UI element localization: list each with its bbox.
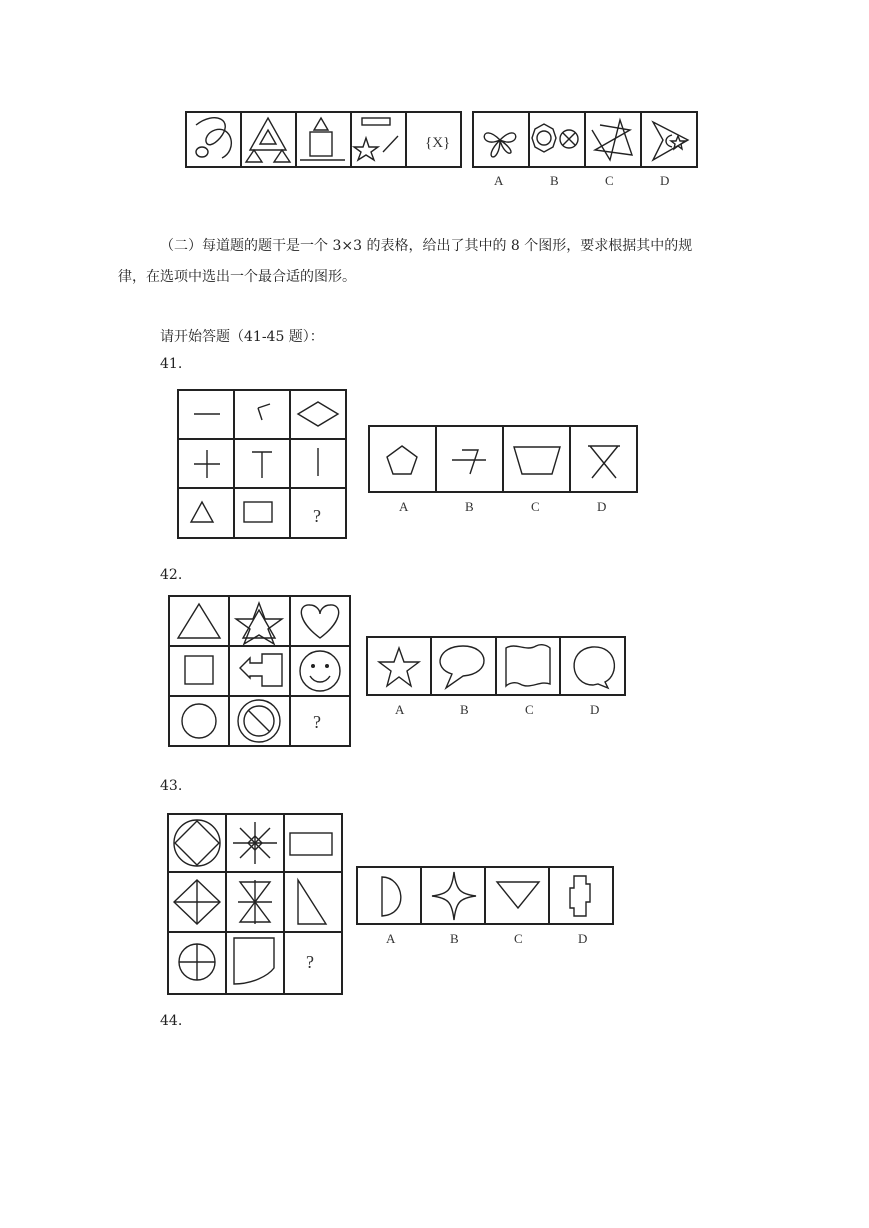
- q41-option-label-a: A: [399, 499, 409, 514]
- q42-option-label-a: A: [395, 702, 405, 717]
- q41-option-label-d: D: [597, 499, 607, 514]
- intro-line-1: （二）每道题的题干是一个 3×3 的表格，给出了其中的 8 个图形，要求根据其中的规: [160, 238, 693, 254]
- q41-option-label-c: C: [531, 499, 540, 514]
- question-43-figure: [0, 808, 869, 993]
- question-number-41: 41.: [160, 356, 183, 372]
- q42-option-label-b: B: [460, 702, 469, 717]
- top-option-label-c: C: [605, 173, 614, 188]
- q41-question-mark: ?: [313, 506, 321, 526]
- question-number-42: 42.: [160, 567, 183, 583]
- top-option-label-a: A: [494, 173, 504, 188]
- q43-option-label-a: A: [386, 931, 396, 946]
- intro-line-2: 律，在选项中选出一个最合适的图形。: [118, 269, 356, 285]
- svg-text:{X}: {X}: [425, 135, 451, 151]
- q42-option-label-d: D: [590, 702, 600, 717]
- q43-option-label-c: C: [514, 931, 523, 946]
- question-number-43: 43.: [160, 778, 183, 794]
- q43-option-label-b: B: [450, 931, 459, 946]
- q43-question-mark: ?: [306, 952, 314, 972]
- top-option-label-b: B: [550, 173, 559, 188]
- question-42-figure: [0, 590, 869, 755]
- question-41-figure: [0, 380, 869, 530]
- q43-option-label-d: D: [578, 931, 588, 946]
- q42-option-label-c: C: [525, 702, 534, 717]
- top-option-label-d: D: [660, 173, 670, 188]
- q41-option-label-b: B: [465, 499, 474, 514]
- q42-question-mark: ?: [313, 712, 321, 732]
- start-instruction: 请开始答题（41-45 题）：: [160, 329, 324, 345]
- question-number-44: 44.: [160, 1013, 183, 1029]
- top-strip-figure: [0, 0, 869, 200]
